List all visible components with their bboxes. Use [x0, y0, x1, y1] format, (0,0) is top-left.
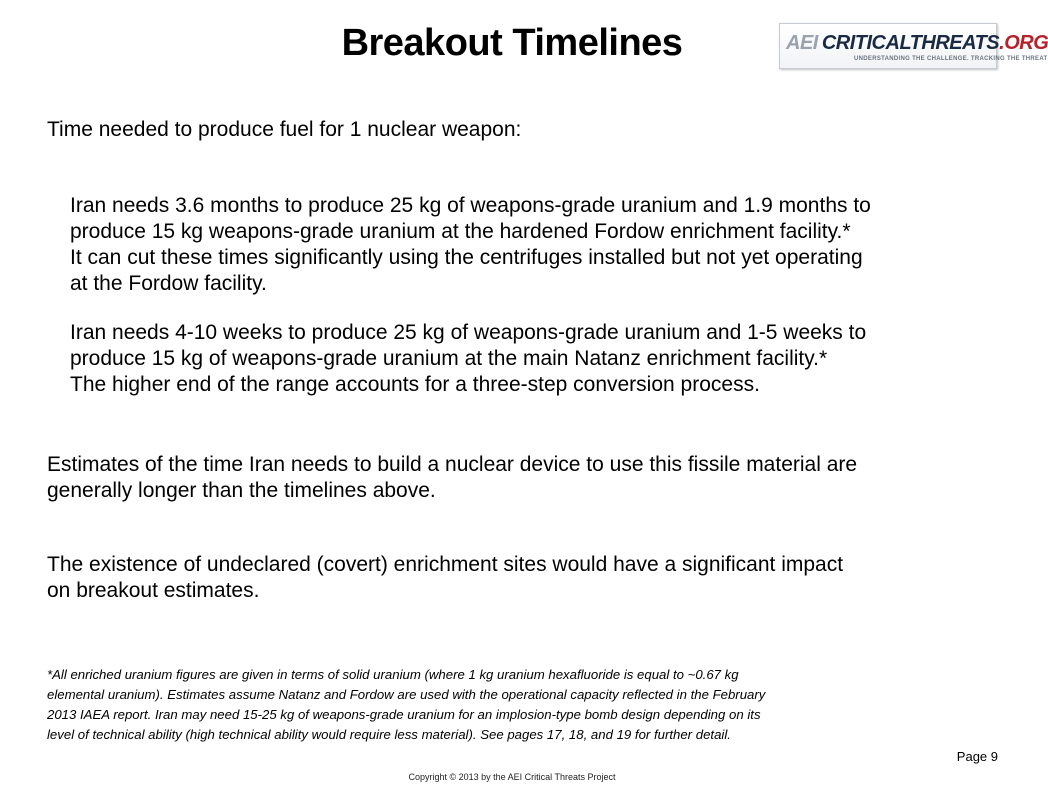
footnote-line: *All enriched uranium figures are given in terms of solid uranium (where 1 kg uranium hexafluoride is equal to ~0.67 kg — [47, 667, 739, 682]
logo-tagline: UNDERSTANDING THE CHALLENGE. TRACKING THE THREAT — [854, 56, 1048, 62]
estimates-paragraph — [47, 452, 857, 504]
natanz-paragraph — [70, 320, 866, 398]
paragraph-line: produce 15 kg of weapons-grade uranium at the main Natanz enrichment facility.* — [70, 347, 828, 370]
paragraph-line: The existence of undeclared (covert) enrichment sites would have a significant impact — [47, 553, 844, 576]
paragraph-line: Iran needs 3.6 months to produce 25 kg of weapons-grade uranium and 1.9 months to — [70, 194, 871, 217]
footnote-line: level of technical ability (high technical ability would require less material). See pages 17, 18, and 19 for further detail. — [47, 727, 731, 742]
page-number: Page 9 — [956, 749, 998, 764]
paragraph-line: Iran needs 4-10 weeks to produce 25 kg of weapons-grade uranium and 1-5 weeks to — [70, 321, 867, 344]
fordow-paragraph — [70, 193, 871, 297]
footnote-line: 2013 IAEA report. Iran may need 15-25 kg of weapons-grade uranium for an implosion-type bomb design depending on its — [47, 707, 761, 722]
paragraph-line: at the Fordow facility. — [70, 272, 267, 295]
paragraph-line: Estimates of the time Iran needs to build a nuclear device to use this fissile material are — [47, 453, 858, 476]
logo-main-text: CRITICALTHREATS — [821, 32, 1000, 54]
copyright: Copyright © 2013 by the AEI Critical Threats Project — [408, 772, 616, 782]
critical-threats-logo — [779, 23, 1048, 69]
covert-paragraph — [47, 552, 843, 604]
intro-text: Time needed to produce fuel for 1 nuclear weapon: — [47, 118, 522, 141]
logo-suffix-text: .ORG — [999, 32, 1048, 54]
paragraph-line: produce 15 kg weapons-grade uranium at the hardened Fordow enrichment facility.* — [70, 220, 851, 243]
paragraph-line: It can cut these times significantly using the centrifuges installed but not yet operating — [70, 246, 863, 269]
paragraph-line: generally longer than the timelines above. — [47, 479, 436, 502]
logo-aei-text: AEI — [786, 32, 818, 54]
paragraph-line: The higher end of the range accounts for a three-step conversion process. — [70, 373, 760, 396]
footnote — [47, 665, 987, 745]
paragraph-line: on breakout estimates. — [47, 579, 260, 602]
footnote-line: elemental uranium). Estimates assume Natanz and Fordow are used with the operational capacity reflected in the February — [47, 687, 766, 702]
page-title: Breakout Timelines — [341, 22, 683, 64]
